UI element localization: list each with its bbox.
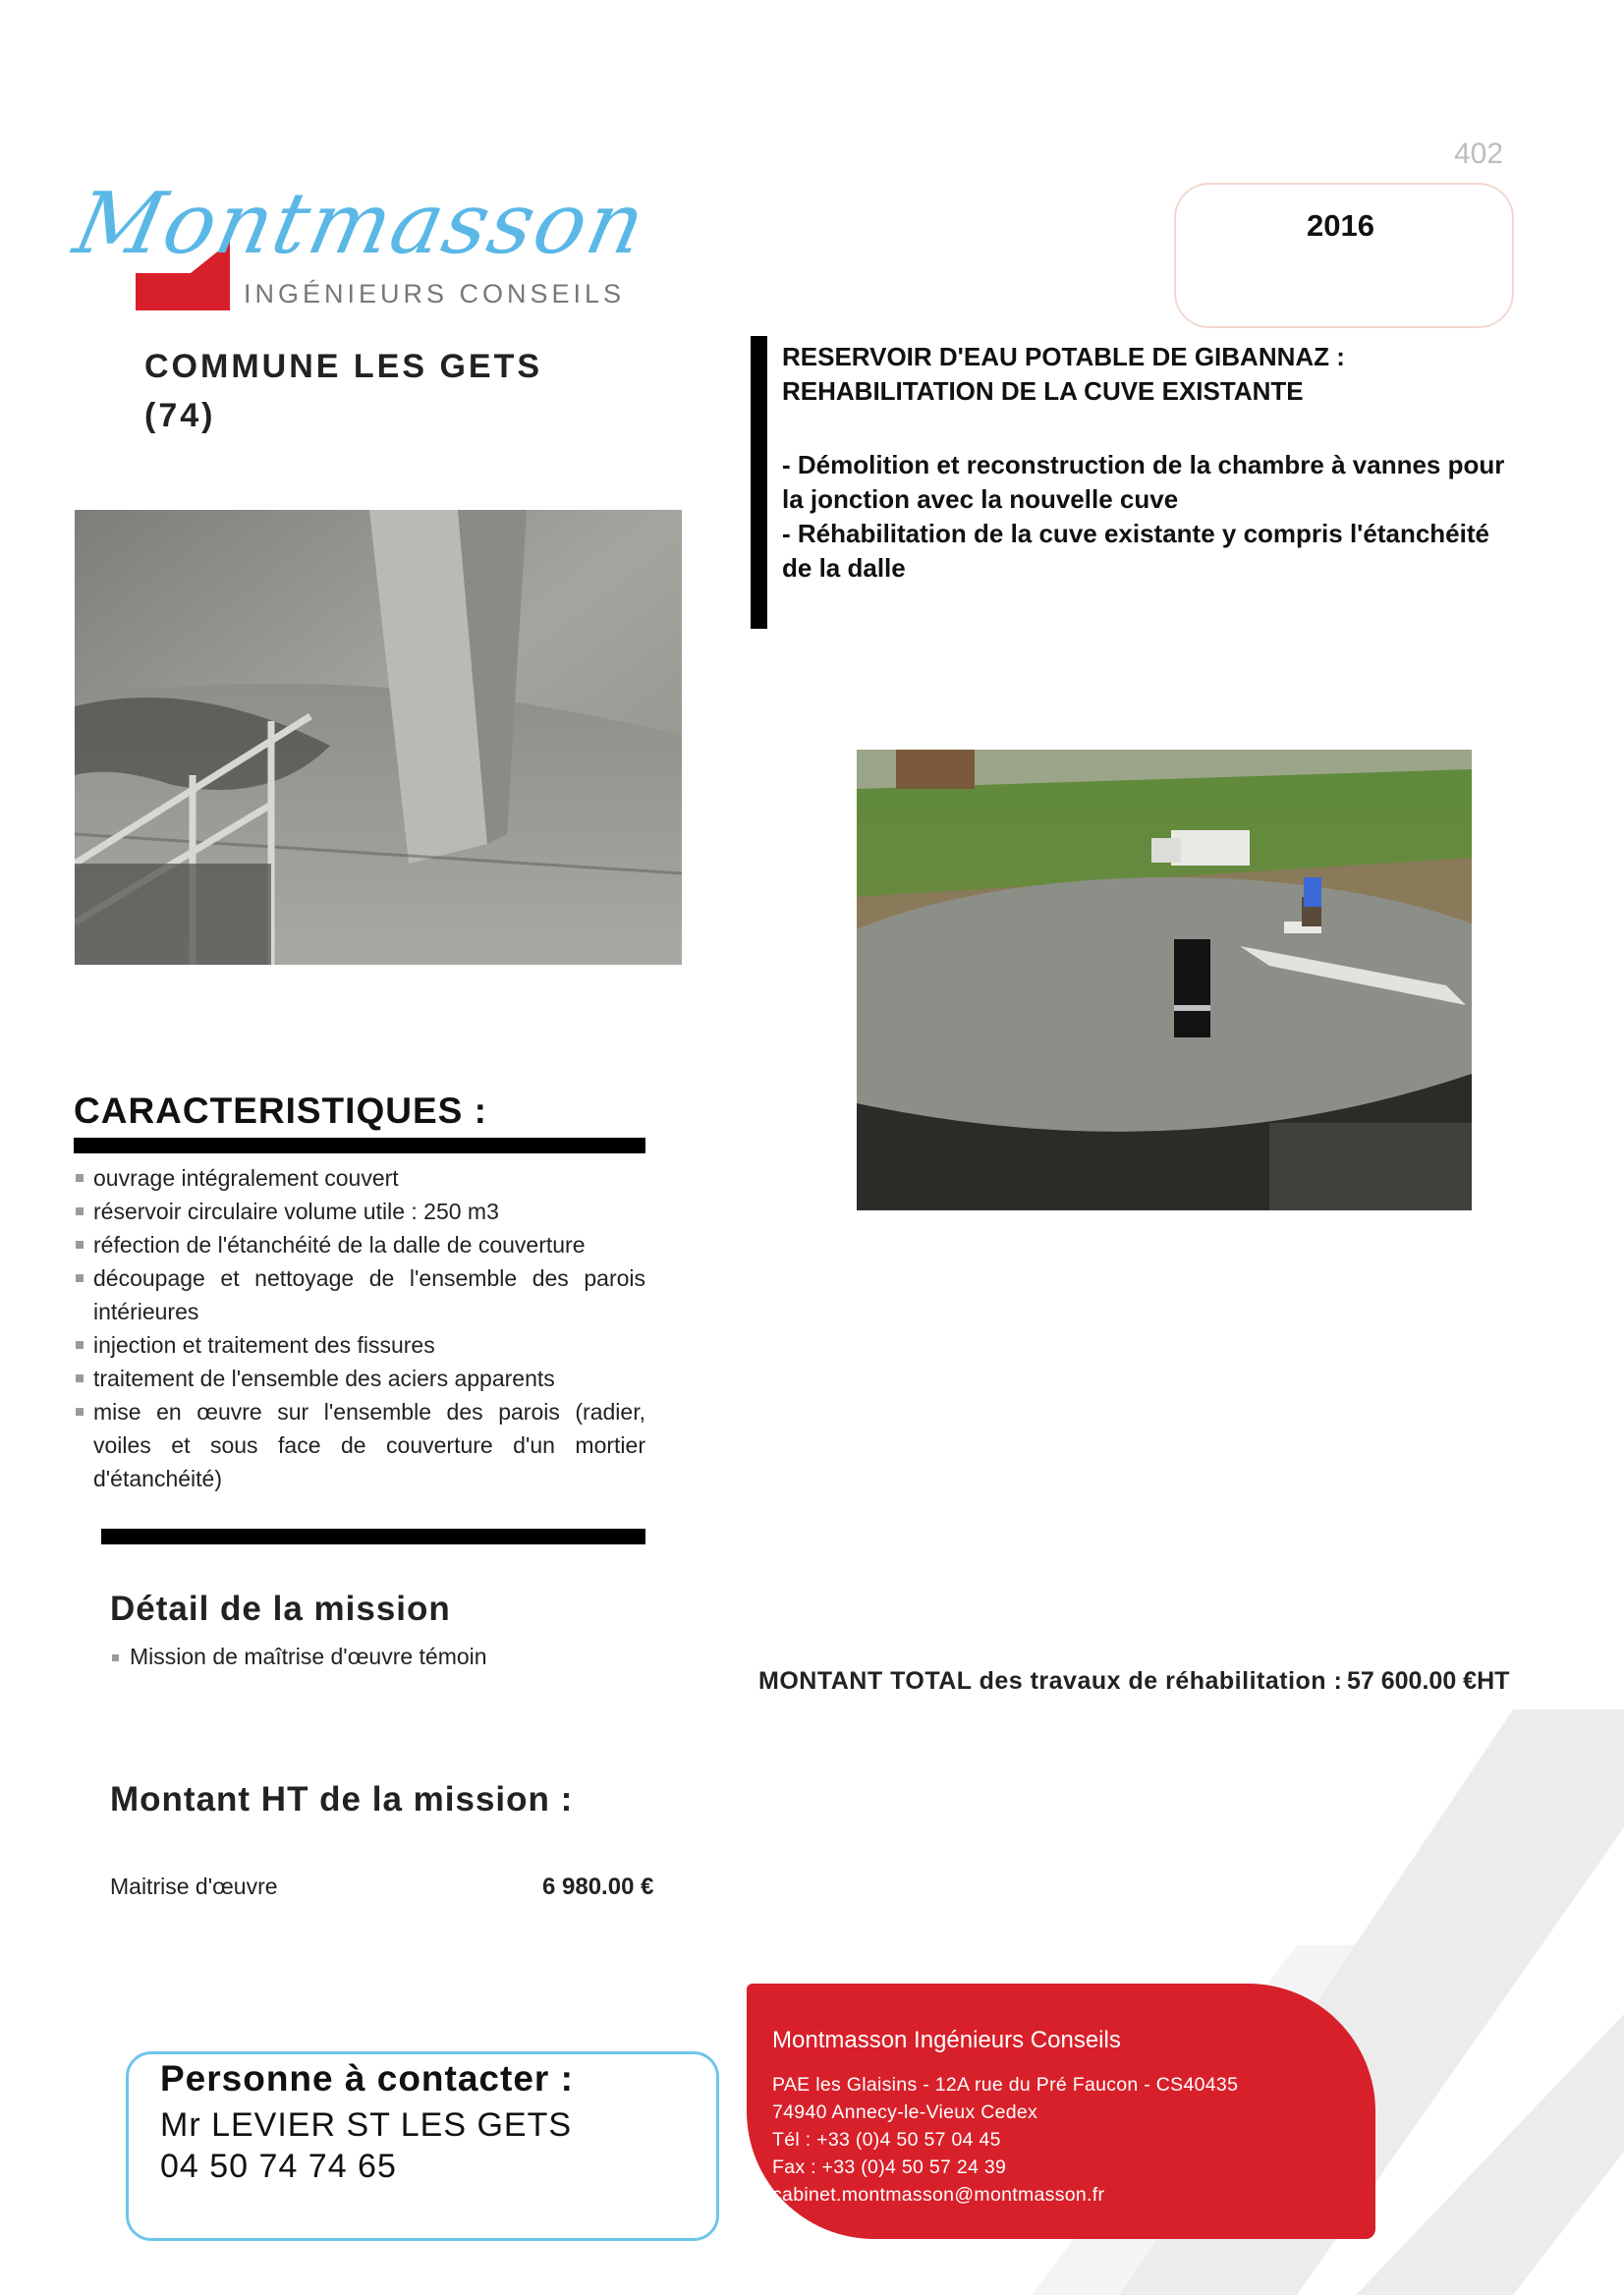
project-desc-line: de la dalle: [782, 553, 906, 583]
list-item: ouvrage intégralement couvert: [74, 1161, 645, 1195]
commune-name: [144, 342, 542, 440]
project-title-line2: REHABILITATION DE LA CUVE EXISTANTE: [782, 376, 1304, 406]
list-item: mise en œuvre sur l'ensemble des parois (radier, voiles et sous face de couverture d'un mortier d'étanchéité): [74, 1395, 645, 1495]
project-desc-line: - Réhabilitation de la cuve existante y compris l'étanchéité: [782, 519, 1489, 548]
footer-address1: PAE les Glaisins - 12A rue du Pré Faucon - CS40435: [772, 2074, 1239, 2096]
list-item: traitement de l'ensemble des aciers apparents: [74, 1362, 645, 1395]
tank-interior-photo: [75, 510, 682, 965]
contact-title: Personne à contacter :: [160, 2058, 574, 2099]
commune-line2: (74): [144, 397, 216, 434]
logo-tagline: INGÉNIEURS CONSEILS: [244, 279, 626, 308]
mission-fee-value: 6 980.00 €: [542, 1874, 654, 1900]
total-amount-value: 57 600.00 €HT: [1347, 1667, 1510, 1695]
roof-works-photo: [857, 750, 1472, 1210]
mission-fee-title: Montant HT de la mission :: [110, 1780, 574, 1819]
company-logo: [66, 175, 666, 312]
caracteristiques-title: CARACTERISTIQUES :: [74, 1091, 487, 1131]
list-item: réfection de l'étanchéité de la dalle de couverture: [74, 1228, 645, 1261]
project-desc-line: la jonction avec la nouvelle cuve: [782, 484, 1179, 514]
total-amount-label: MONTANT TOTAL des travaux de réhabilitation :: [758, 1667, 1343, 1695]
year: 2016: [1307, 208, 1374, 243]
caracteristiques-list: [74, 1161, 645, 1495]
mission-fee-label: Maitrise d'œuvre: [110, 1874, 278, 1899]
list-item: injection et traitement des fissures: [74, 1328, 645, 1362]
contact-phone: 04 50 74 74 65: [160, 2148, 397, 2185]
commune-line1: COMMUNE LES GETS: [144, 348, 543, 385]
project-accent-bar: [751, 336, 767, 629]
project-title-line1: RESERVOIR D'EAU POTABLE DE GIBANNAZ :: [782, 342, 1345, 371]
list-item: découpage et nettoyage de l'ensemble des parois intérieures: [74, 1261, 645, 1328]
footer-email[interactable]: cabinet.montmasson@montmasson.fr: [772, 2184, 1105, 2206]
caracteristiques-top-bar: [74, 1138, 645, 1153]
page-number: 402: [1454, 138, 1504, 170]
caracteristiques-bottom-bar: [101, 1529, 645, 1544]
contact-name: Mr LEVIER ST LES GETS: [160, 2106, 573, 2144]
logo-script: Montmasson: [66, 175, 655, 273]
mission-item: Mission de maîtrise d'œuvre témoin: [110, 1644, 487, 1670]
company-footer: [747, 1984, 1375, 2239]
mission-title: Détail de la mission: [110, 1590, 451, 1628]
footer-company-name: Montmasson Ingénieurs Conseils: [772, 2027, 1121, 2053]
project-description: [782, 340, 1519, 586]
list-item: réservoir circulaire volume utile : 250 m3: [74, 1195, 645, 1228]
project-desc-line: - Démolition et reconstruction de la chambre à vannes pour: [782, 450, 1505, 479]
year-box: [1174, 183, 1514, 328]
footer-fax: Fax : +33 (0)4 50 57 24 39: [772, 2156, 1007, 2178]
footer-address2: 74940 Annecy-le-Vieux Cedex: [772, 2101, 1038, 2123]
footer-tel: Tél : +33 (0)4 50 57 04 45: [772, 2129, 1001, 2151]
